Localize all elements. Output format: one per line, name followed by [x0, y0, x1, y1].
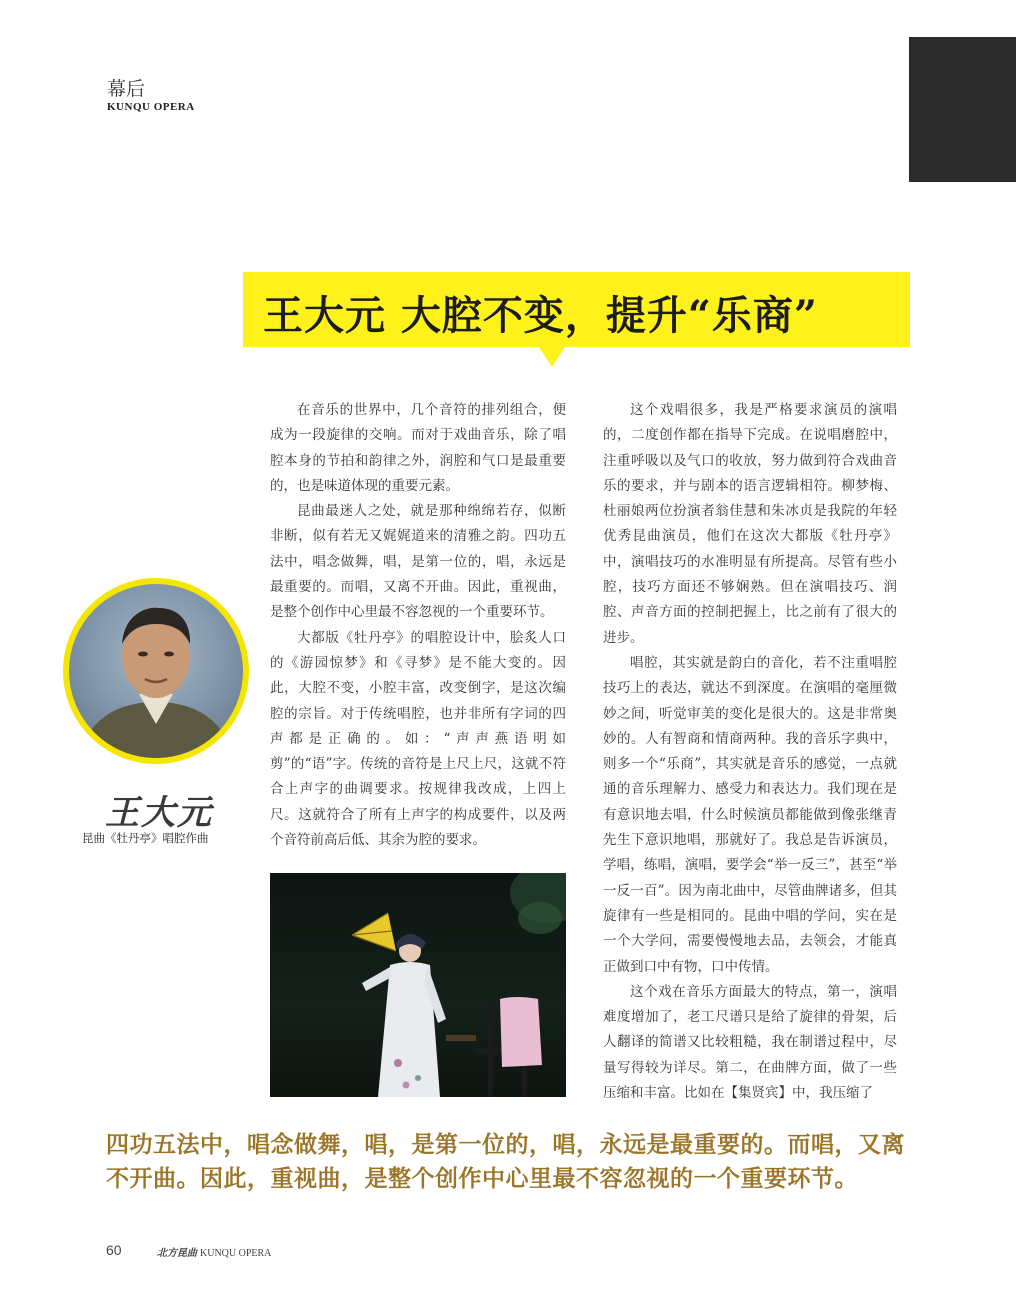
- paragraph: 大都版《牡丹亭》的唱腔设计中，脍炙人口的《游园惊梦》和《寻梦》是不能大变的。因此，大腔不变，小腔丰富，改变倒字，是这次编腔的宗旨。对于传统唱腔，也并非所有字词的四声都是正确的。如：“声声燕语明如剪”的“语”字。传统的音符是上尺上尺，这就不符合上声字的曲调要求。按规律我改成，上四上尺。这就符合了所有上声字的构成要件，以及两个音符前高后低、其余为腔的要求。: [270, 629, 566, 849]
- paragraph: 这个戏唱很多，我是严格要求演员的演唱的，二度创作都在指导下完成。在说唱磨腔中，注重呼吸以及气口的收放，努力做到符合戏曲音乐的要求，并与剧本的语言逻辑相符。柳梦梅、杜丽娘两位扮演者翁佳慧和朱冰贞是我院的年轻优秀昆曲演员，他们在这次大都版《牡丹亭》中，演唱技巧的水准明显有所提高。尽管有些小腔，技巧方面还不够娴熟。但在演唱技巧、润腔、声音方面的控制把握上，比之前有了很大的进步。: [603, 402, 897, 646]
- corner-tab: [909, 37, 1016, 182]
- paragraph: 在音乐的世界中，几个音符的排列组合，便成为一段旋律的交响。而对于戏曲音乐，除了唱腔本身的节拍和韵律之外，润腔和气口是最重要的，也是味道体现的重要元素。: [270, 402, 566, 494]
- article-title: 王大元 大腔不变，提升“乐商”: [263, 292, 818, 339]
- footer-brand: [157, 1244, 271, 1259]
- text-column-left: [270, 398, 566, 853]
- page-number: 60: [106, 1242, 122, 1258]
- title-banner: [243, 272, 910, 347]
- brand-name-en: KUNQU OPERA: [200, 1248, 272, 1259]
- portrait-figure: [69, 584, 243, 758]
- portrait-photo: [63, 578, 249, 764]
- text-column-right: [603, 398, 897, 1106]
- brand-logo-cn: 北方昆曲: [157, 1248, 197, 1259]
- pull-quote: 四功五法中，唱念做舞，唱，是第一位的，唱，永远是最重要的。而唱，又离不开曲。因此，重视曲，是整个创作中心里最不容忽视的一个重要环节。: [106, 1131, 905, 1192]
- paragraph: 昆曲最迷人之处，就是那种绵绵若存，似断非断，似有若无又娓娓道来的清雅之韵。四功五法中，唱念做舞，唱，是第一位的，唱，永远是最重要的。而唱，又离不开曲。因此，重视曲，是整个创作中心里最不容忽视的一个重要环节。: [270, 503, 566, 621]
- signature: 王大元: [105, 793, 213, 833]
- section-subtitle: KUNQU OPERA: [107, 101, 195, 113]
- stage-scene: [270, 873, 566, 1097]
- paragraph: 唱腔，其实就是韵白的音化，若不注重唱腔技巧上的表达，就达不到深度。在演唱的毫厘微妙之间，听觉审美的变化是很大的。这是非常奥妙的。人有智商和情商两种。我的音乐字典中，则多一个“乐商”，其实就是音乐的感觉，一点就通的音乐理解力、感受力和表达力。我们现在是有意识地去唱，什么时候演员都能做到像张继青先生下意识地唱，那就好了。我总是告诉演员，学唱，练唱，演唱，要学会“举一反三”，甚至“举一反一百”。因为南北曲中，尽管曲牌诸多，但其旋律有一些是相同的。昆曲中唱的学问，实在是一个大学问，需要慢慢地去品，去领会，才能真正做到口中有物，口中传情。: [603, 654, 897, 975]
- section-title: 幕后: [107, 78, 146, 100]
- portrait-caption: 昆曲《牡丹亭》唱腔作曲: [82, 831, 209, 845]
- stage-photo: [270, 873, 566, 1097]
- banner-pointer: [539, 347, 565, 367]
- paragraph: 这个戏在音乐方面最大的特点，第一，演唱难度增加了，老工尺谱只是给了旋律的骨架，后人翻译的简谱又比较粗糙，我在制谱过程中，尽量写得较为详尽。第二，在曲牌方面，做了一些压缩和丰富。比如在【集贤宾】中，我压缩了: [603, 983, 897, 1102]
